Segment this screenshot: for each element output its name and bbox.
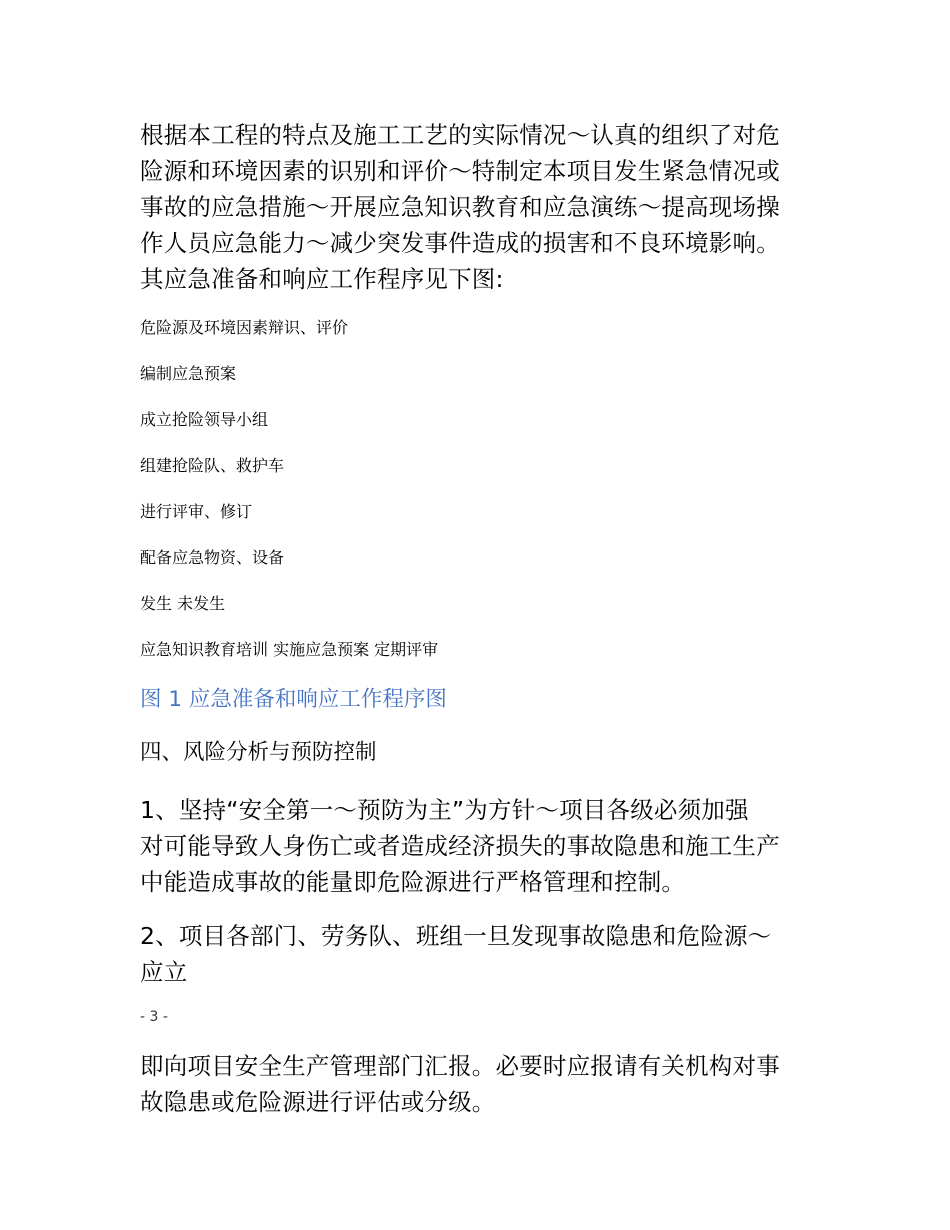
item-1-line: 1、坚持“安全第一～预防为主”为方针～项目各级必须加强 xyxy=(140,796,749,824)
figure-caption: 图 1 应急准备和响应工作程序图 xyxy=(140,687,447,712)
intro-line: 根据本工程的特点及施工工艺的实际情况～认真的组织了对危 xyxy=(140,121,780,149)
item-1-line: 中能造成事故的能量即危险源进行严格管理和控制。 xyxy=(140,868,686,896)
intro-paragraph xyxy=(140,117,820,297)
flow-step-actions: 应急知识教育培训 实施应急预案 定期评审 xyxy=(140,640,439,659)
flow-step-branch: 发生 未发生 xyxy=(140,594,226,613)
flow-step-plan: 编制应急预案 xyxy=(140,364,237,383)
flow-step-leadership: 成立抢险领导小组 xyxy=(140,410,269,429)
item-1-paragraph xyxy=(140,792,820,900)
intro-line: 险源和环境因素的识别和评价～特制定本项目发生紧急情况或 xyxy=(140,157,780,185)
intro-line: 其应急准备和响应工作程序见下图: xyxy=(140,265,504,293)
flow-step-supplies: 配备应急物资、设备 xyxy=(140,548,285,567)
page-number: - 3 - xyxy=(140,1009,168,1025)
item-1-line: 对可能导致人身伤亡或者造成经济损失的事故隐患和施工生产 xyxy=(140,832,780,860)
flow-step-team: 组建抢险队、救护车 xyxy=(140,456,285,475)
intro-line: 事故的应急措施～开展应急知识教育和应急演练～提高现场操 xyxy=(140,193,780,221)
item-2-paragraph xyxy=(140,918,820,990)
flow-step-review: 进行评审、修订 xyxy=(140,502,253,521)
section-heading: 四、风险分析与预防控制 xyxy=(140,740,377,765)
continuation-paragraph xyxy=(140,1048,820,1120)
item-2-line: 应立 xyxy=(140,958,188,986)
continuation-line: 故隐患或危险源进行评估或分级。 xyxy=(140,1088,496,1116)
flow-step-identify: 危险源及环境因素辩识、评价 xyxy=(140,318,349,337)
document-page xyxy=(140,0,820,1230)
intro-line: 作人员应急能力～减少突发事件造成的损害和不良环境影响。 xyxy=(140,229,780,257)
item-2-line: 2、项目各部门、劳务队、班组一旦发现事故隐患和危险源～ xyxy=(140,922,772,950)
continuation-line: 即向项目安全生产管理部门汇报。必要时应报请有关机构对事 xyxy=(140,1052,780,1080)
